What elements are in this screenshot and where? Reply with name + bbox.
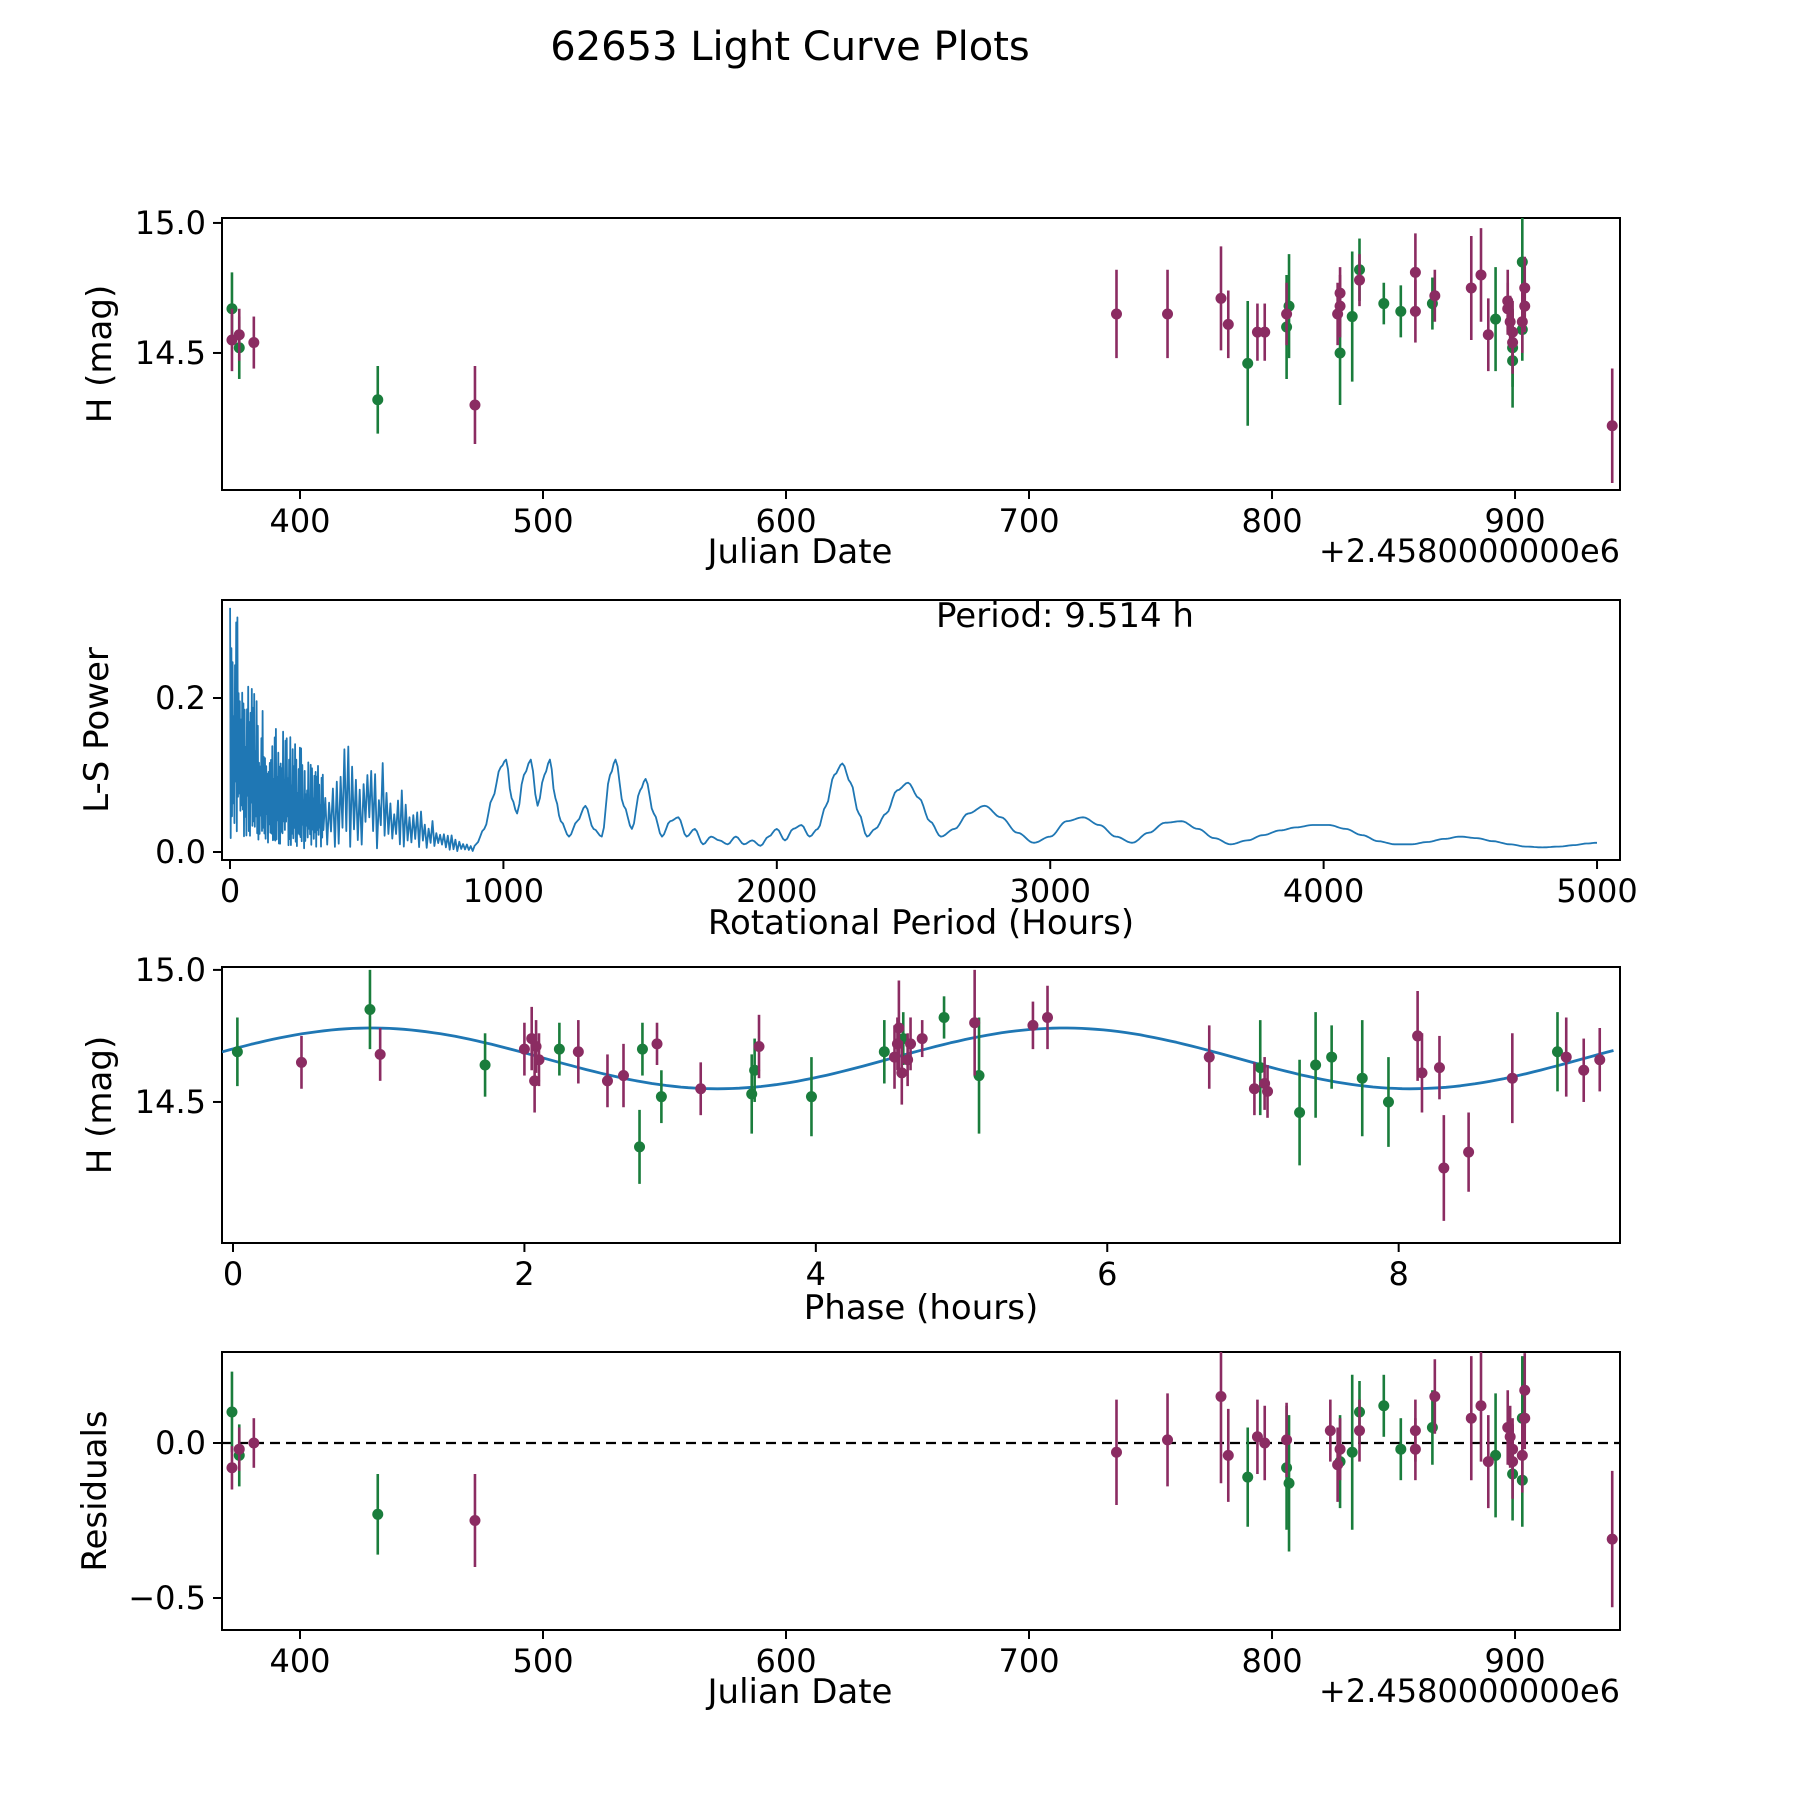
series-purple [226, 1310, 1617, 1608]
x-tick-label: 500 [512, 1642, 574, 1680]
data-point [1162, 1434, 1173, 1445]
data-point [1490, 314, 1501, 325]
data-point [1242, 358, 1253, 369]
data-point [232, 1046, 243, 1057]
periodogram-line [230, 608, 1597, 851]
x-tick-label: 0 [219, 872, 241, 910]
x-tick-label: 900 [1484, 1642, 1546, 1680]
data-point [1434, 1062, 1445, 1073]
x-tick-label: 2 [514, 1255, 535, 1293]
data-point [1332, 1459, 1343, 1470]
series-green [226, 1356, 1527, 1554]
panel-content-residuals [222, 1310, 1620, 1608]
series-green [232, 970, 1563, 1184]
data-point [1378, 298, 1389, 309]
x-tick-label: 2000 [736, 872, 818, 910]
data-point [1561, 1052, 1572, 1063]
figure-title: 62653 Light Curve Plots [550, 24, 1030, 70]
data-point [1395, 1444, 1406, 1455]
y-tick-label: 0.0 [155, 1423, 206, 1462]
panel-content-periodogram [230, 608, 1597, 851]
data-point [1262, 1086, 1273, 1097]
data-point [1259, 1437, 1270, 1448]
data-point [1410, 267, 1421, 278]
data-point [1378, 1400, 1389, 1411]
panel-content-phased [222, 970, 1614, 1221]
x-tick-label: 800 [1241, 1642, 1303, 1680]
axis-spine [222, 1352, 1620, 1630]
data-point [1505, 316, 1516, 327]
data-point [1507, 337, 1518, 348]
data-point [248, 1437, 259, 1448]
data-point [1438, 1162, 1449, 1173]
x-tick-label: 400 [269, 502, 331, 540]
data-point [296, 1057, 307, 1068]
data-point [1162, 308, 1173, 319]
x-tick-label: 3000 [1009, 872, 1091, 910]
data-point [364, 1004, 375, 1015]
data-point [1429, 1391, 1440, 1402]
data-point [469, 1515, 480, 1526]
series-purple [226, 228, 1617, 483]
data-point [1281, 1434, 1292, 1445]
data-point [1294, 1107, 1305, 1118]
x-tick-label: 600 [755, 502, 817, 540]
data-point [1395, 306, 1406, 317]
data-point [1607, 1534, 1618, 1545]
y-axis-label-phased: H (mag) [80, 1035, 120, 1175]
x-tick-label: 6 [1097, 1255, 1118, 1293]
data-point [1242, 1472, 1253, 1483]
data-point [226, 1406, 237, 1417]
data-point [634, 1141, 645, 1152]
data-point [1410, 1444, 1421, 1455]
y-tick-label: 0.2 [155, 679, 206, 718]
data-point [695, 1083, 706, 1094]
data-point [1347, 1447, 1358, 1458]
data-point [1354, 275, 1365, 286]
data-point [1310, 1059, 1321, 1070]
data-point [1357, 1073, 1368, 1084]
data-point [1517, 316, 1528, 327]
y-tick-label: 14.5 [134, 333, 206, 372]
x-tick-label: 5000 [1556, 872, 1638, 910]
y-axis-label-periodogram: L-S Power [77, 647, 117, 813]
data-point [372, 1509, 383, 1520]
y-tick-label: 15.0 [134, 950, 206, 989]
data-point [1517, 256, 1528, 267]
x-axis-offset-lightcurve: +2.4580000000e6 [1319, 532, 1620, 570]
data-point [234, 1444, 245, 1455]
y-tick-label: 15.0 [134, 203, 206, 242]
data-point [1027, 1020, 1038, 1031]
x-axis-label-lightcurve: Julian Date [707, 532, 893, 572]
data-point [652, 1038, 663, 1049]
data-point [1466, 1413, 1477, 1424]
x-tick-label: 600 [755, 1642, 817, 1680]
y-tick-label: 0.0 [155, 832, 206, 871]
x-tick-label: 4000 [1282, 872, 1365, 910]
data-point [533, 1054, 544, 1065]
data-point [469, 399, 480, 410]
axis-spine [222, 218, 1620, 490]
data-point [1347, 311, 1358, 322]
data-point [1204, 1052, 1215, 1063]
data-point [1517, 1450, 1528, 1461]
data-point [1335, 301, 1346, 312]
data-point [1410, 306, 1421, 317]
data-point [1249, 1083, 1260, 1094]
panel-periodogram [155, 600, 1638, 910]
data-point [372, 394, 383, 405]
data-point [879, 1046, 890, 1057]
data-point [905, 1038, 916, 1049]
data-point [939, 1012, 950, 1023]
data-point [1607, 420, 1618, 431]
data-point [1476, 1400, 1487, 1411]
data-point [1578, 1065, 1589, 1076]
x-axis-offset-residuals: +2.4580000000e6 [1319, 1672, 1620, 1710]
data-point [1416, 1067, 1427, 1078]
data-point [248, 337, 259, 348]
data-point [1223, 1450, 1234, 1461]
data-point [1259, 327, 1270, 338]
data-point [893, 1023, 904, 1034]
axis-spine [222, 967, 1620, 1243]
data-point [1284, 1478, 1295, 1489]
data-point [1507, 1073, 1518, 1084]
data-point [1111, 308, 1122, 319]
data-point [1042, 1012, 1053, 1023]
data-point [519, 1044, 530, 1055]
panel-lightcurve [135, 197, 1620, 540]
data-point [1325, 1425, 1336, 1436]
x-tick-label: 1000 [462, 872, 545, 910]
x-axis-label-periodogram: Rotational Period (Hours) [707, 903, 1135, 943]
data-point [896, 1067, 907, 1078]
data-point [1354, 1425, 1365, 1436]
data-point [1223, 319, 1234, 330]
data-point [1429, 290, 1440, 301]
data-point [602, 1075, 613, 1086]
x-axis-label-phased: Phase (hours) [803, 1288, 1039, 1328]
data-point [1519, 301, 1530, 312]
data-point [554, 1044, 565, 1055]
data-point [1483, 329, 1494, 340]
data-point [226, 1462, 237, 1473]
y-tick-label: −0.5 [128, 1579, 206, 1618]
data-point [917, 1033, 928, 1044]
data-point [1505, 1431, 1516, 1442]
x-tick-label: 8 [1388, 1255, 1409, 1293]
data-point [1215, 1391, 1226, 1402]
data-point [1466, 282, 1477, 293]
data-point [618, 1070, 629, 1081]
panel-content-lightcurve [226, 197, 1617, 483]
y-axis-label-lightcurve: H (mag) [80, 284, 120, 424]
panel-residuals [128, 1310, 1620, 1680]
data-point [1335, 347, 1346, 358]
x-tick-label: 4 [805, 1255, 827, 1293]
data-point [573, 1046, 584, 1057]
data-point [1111, 1447, 1122, 1458]
data-point [1463, 1147, 1474, 1158]
data-point [969, 1017, 980, 1028]
x-tick-label: 800 [1241, 502, 1303, 540]
data-point [637, 1044, 648, 1055]
x-tick-label: 700 [998, 1642, 1060, 1680]
data-point [1326, 1052, 1337, 1063]
x-axis-label-residuals: Julian Date [707, 1672, 893, 1712]
x-tick-label: 400 [269, 1642, 331, 1680]
data-point [754, 1041, 765, 1052]
data-point [1519, 1413, 1530, 1424]
data-point [1476, 269, 1487, 280]
data-point [234, 329, 245, 340]
data-point [480, 1059, 491, 1070]
data-point [1594, 1054, 1605, 1065]
y-axis-label-residuals: Residuals [75, 1410, 115, 1572]
data-point [375, 1049, 386, 1060]
data-point [1383, 1096, 1394, 1107]
data-point [656, 1091, 667, 1102]
data-point [1215, 293, 1226, 304]
data-point [1427, 1422, 1438, 1433]
x-tick-label: 700 [998, 502, 1060, 540]
data-point [1507, 1456, 1518, 1467]
data-point [806, 1091, 817, 1102]
data-point [1281, 308, 1292, 319]
data-point [1335, 1444, 1346, 1455]
x-tick-label: 0 [222, 1255, 244, 1293]
x-tick-label: 500 [512, 502, 574, 540]
y-tick-label: 14.5 [134, 1082, 206, 1121]
periodogram-period-annotation: Period: 9.514 h [936, 596, 1194, 636]
x-tick-label: 900 [1484, 502, 1546, 540]
series-purple [296, 970, 1605, 1221]
panel-phased [135, 951, 1620, 1293]
data-point [1483, 1456, 1494, 1467]
